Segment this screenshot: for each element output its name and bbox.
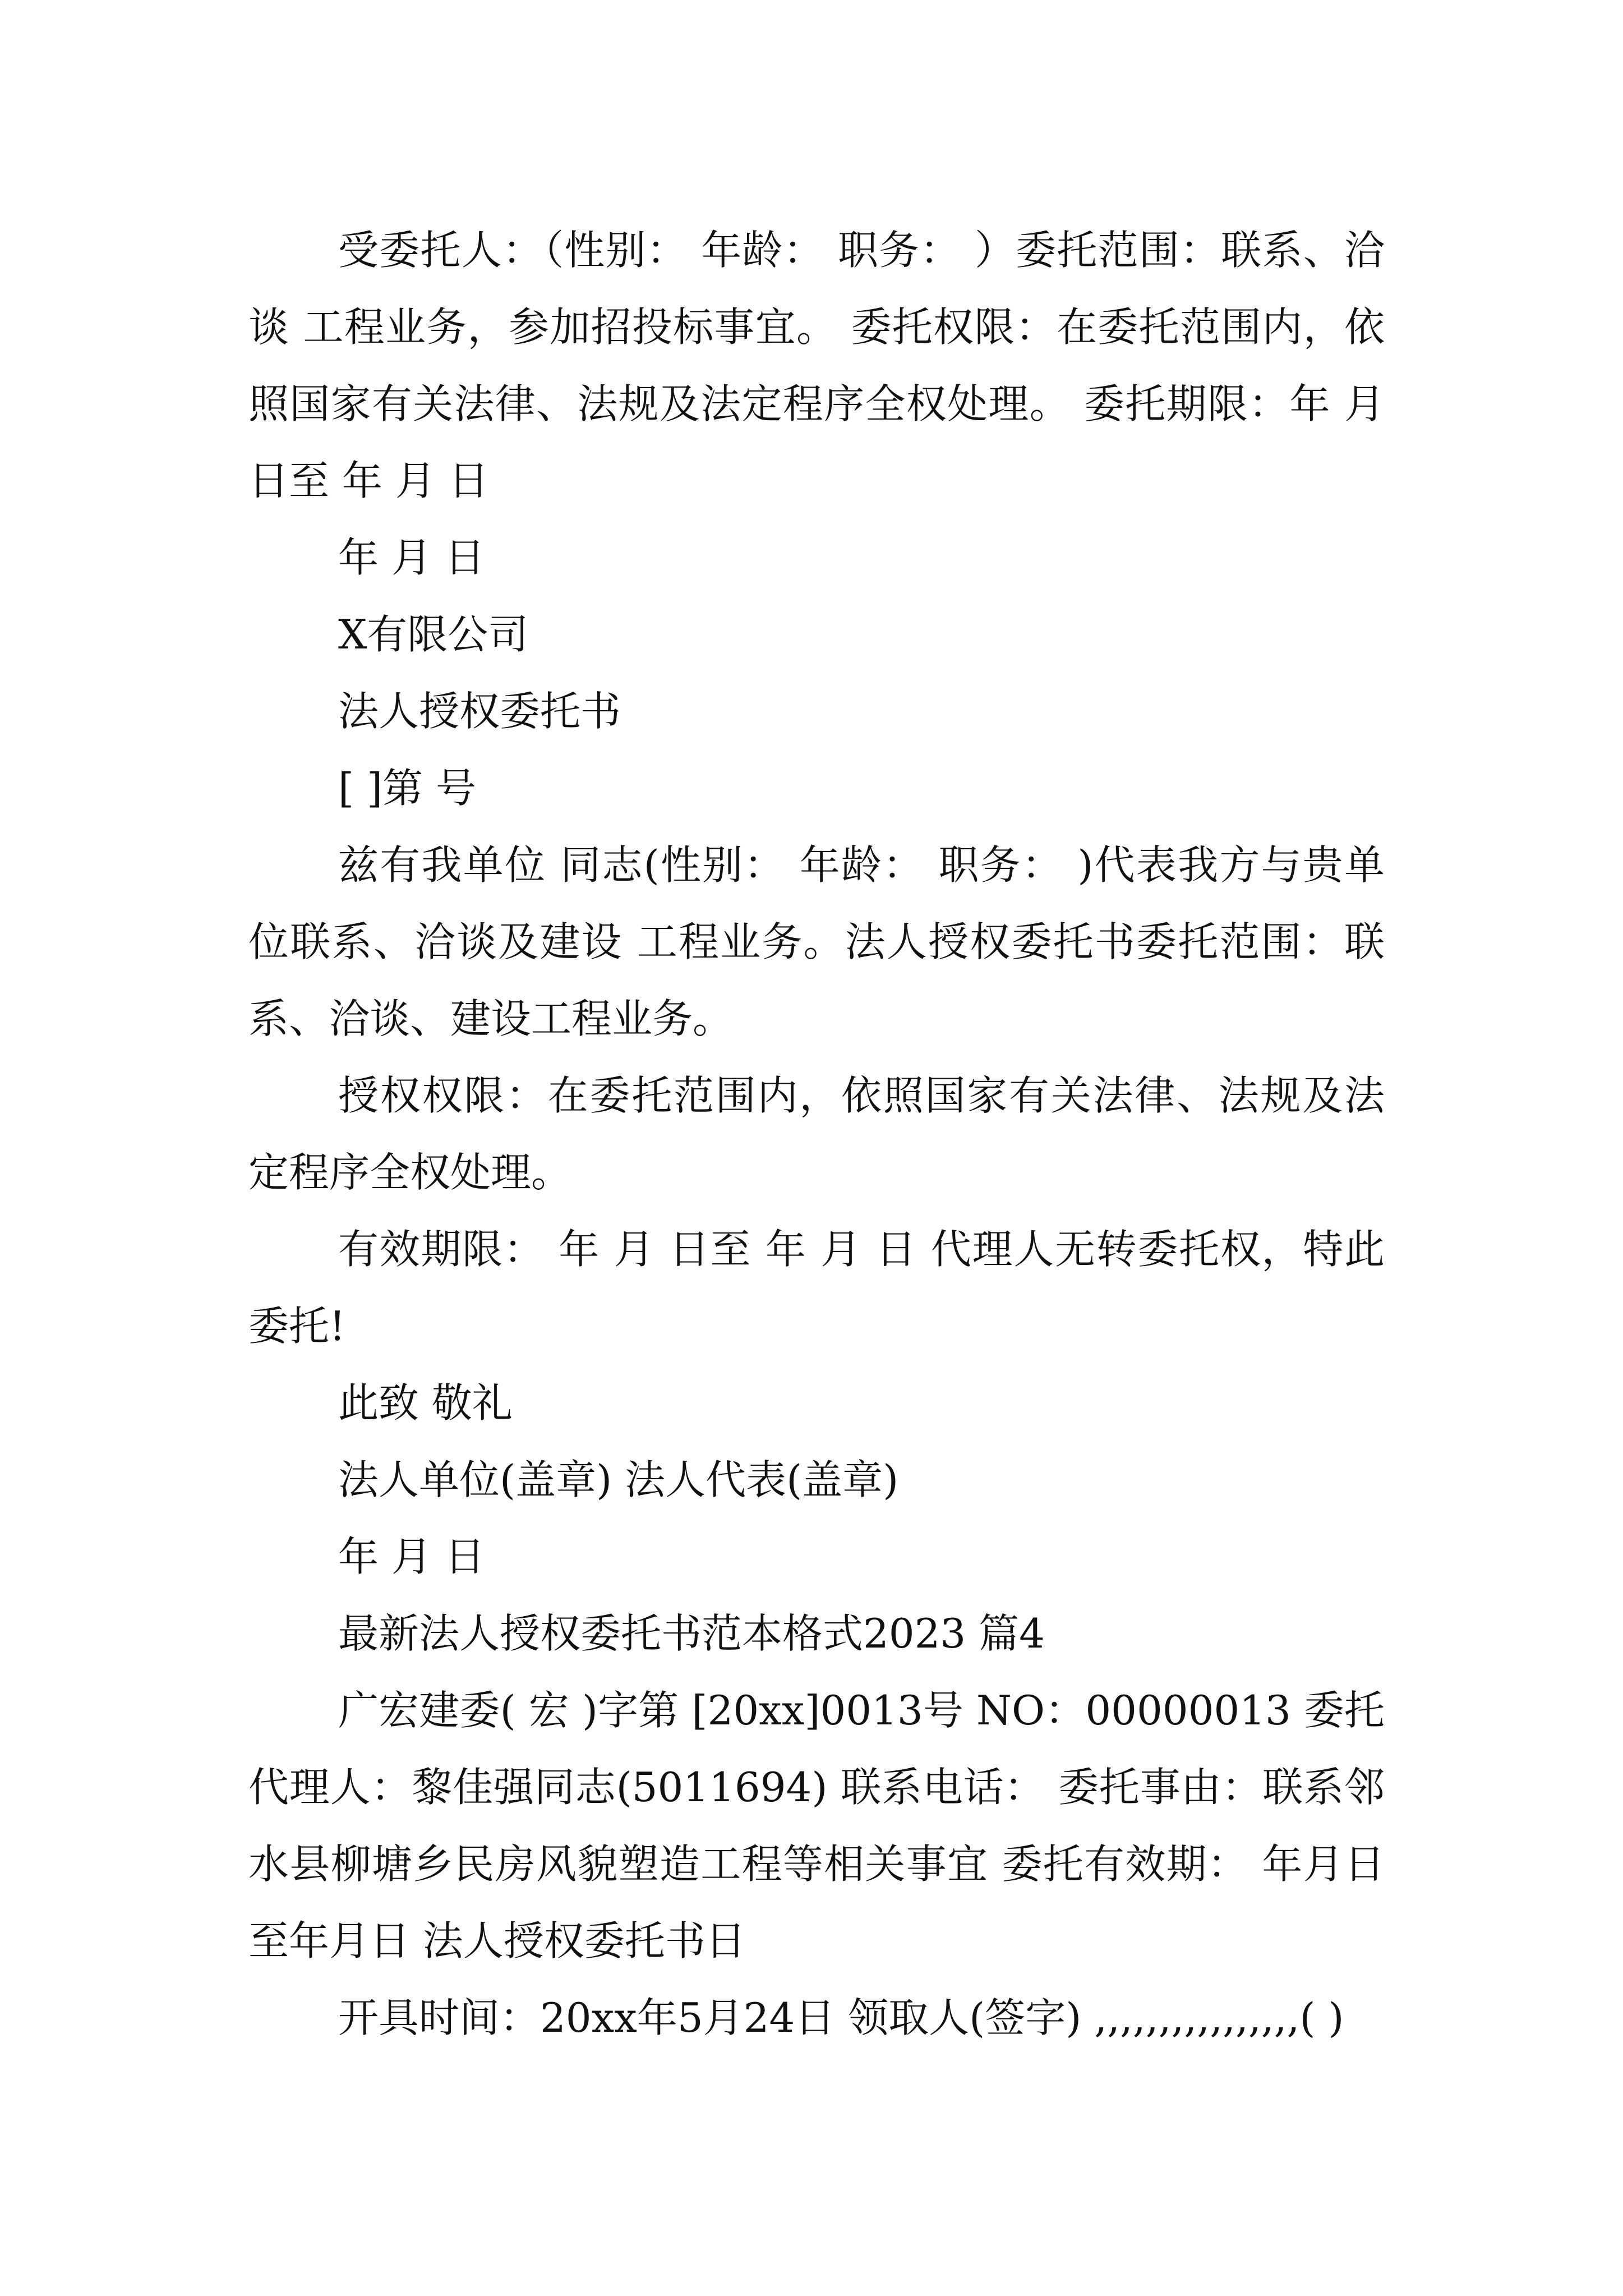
paragraph-issue-time: 开具时间：20xx年5月24日 领取人(签字) ,,,,,,,,,,,,,,,,( ) [338,1994,1344,2041]
paragraph-salutation: 此致 敬礼 [338,1379,513,1427]
paragraph-letter-title: 法人授权委托书 [338,688,621,735]
paragraph-date-line-2: 年 月 日 [338,1533,485,1580]
paragraph-representative-statement: 兹有我单位 同志(性别： 年龄： 职务： )代表我方与贵单位联系、洽谈及建设 工程业务。法人授权委托书委托范围：联系、洽谈、建设工程业务。 [248,841,1385,1042]
paragraph-section-heading: 最新法人授权委托书范本格式2023 篇4 [338,1610,1045,1657]
paragraph-seal-line: 法人单位(盖章) 法人代表(盖章) [338,1456,899,1503]
paragraph-entrustee-scope: 受委托人：（性别： 年龄： 职务： ）委托范围：联系、洽谈 工程业务，参加招投标事宜。 委托权限：在委托范围内，依照国家有关法律、法规及法定程序全权处理。 委托期限：年 月 日至 年 月 日 [248,227,1398,504]
paragraph-authority-limits: 授权权限：在委托范围内，依照国家有关法律、法规及法定程序全权处理。 [248,1072,1385,1196]
document-body [248,212,1398,2056]
paragraph-validity-period: 有效期限： 年 月 日至 年 月 日 代理人无转委托权，特此委托! [248,1226,1385,1350]
paragraph-date-line: 年 月 日 [338,534,485,581]
paragraph-document-number: [ ]第 号 [338,765,476,812]
paragraph-company-name: X有限公司 [338,611,529,658]
paragraph-certificate-details: 广宏建委( 宏 )字第 [20xx]0013号 NO：00000013 委托代理人：黎佳强同志(5011694) 联系电话： 委托事由：联系邻水县柳塘乡民房风貌塑造工程等相关事宜 委托有效期： 年月日至年月日 法人授权委托书日 [248,1687,1385,1964]
